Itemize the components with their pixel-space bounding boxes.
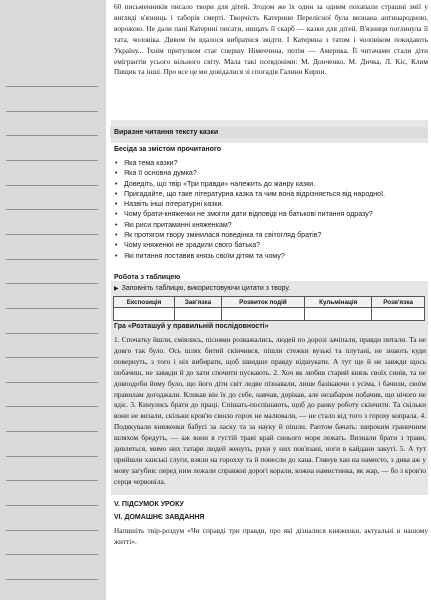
section-homework-title: VI. ДОМАШНЄ ЗАВДАННЯ [114,514,205,521]
intro-paragraph: 60 письменників писало твори для дітей. Згодом же їх один за одним похапали страшні змії у вигляді в'язниць і таборів смерті. Творчість Катерини Перелісної була визнана антинародною, ворожою. Не дали пані Катерині писати, нищать її скарб — казки для дітей. В'язниця поглинула її тата, чоловіка. Дивом їм вдалося вибратися звідти. І Катерина з татом і чоловіком покидають Україну... Їхнім притулком стає спершу Німеччина, потім — Америка. Її читачами стали діти емігрантів усього вільного світу. Мала такі псевдоніми: М. Донченко, М. Дичка, Л. Кіс, Клим Пищик та інші. Про все це ми довідалися зі спогадів Галини Кирпи. [114,2,428,77]
list-item: • Чому брати-княженки не змогли дати відповіді на батькові питання одразу? [114,209,426,219]
notes-margin [0,0,106,600]
note-line [6,86,98,87]
table-cell[interactable] [114,308,175,321]
note-line [6,209,98,210]
list-item: • Доведіть, що твір «Три правди» належить до жанру казки. [114,179,426,189]
table-header: Розв'язка [372,297,425,308]
game-text: 1. Спочатку йшли, сміялись, піснями розважались, людей по дорозі зачіпали, правди питали. Та не довго так було. Ось шлях битий скінчився, пішли стежки вузькі та плутані, не знають куди повернуть, з того і ніх вибирати, щоб швидше правду відшукати. А тут ще й не завжди щось побачиш, не завжди й до хати спочити пускають. 2. Хоч як любив старий князь своїх синів, та не довподоби йому було, що його діти світ ледве пізнавали, лише базікаючи з усіма, і бачили, своїм правилам догоджали. Кликав він їх до себе, навчав, дорікав, але незабаром побачив, що нічого не вдіє. 3. Кинулись брати до праці. Спішать-поспішають, щоб до ранку роботу скінчити. Та скільки вони не визали, скільки кров'ю своєю горох не малювали, — не стало від того з гороху копрала. 4. Подякували княженки бабусі за ласку та за науку й пішли. Раптом бачать: широким граничним шляхом бредуть, — аж вони в густій траві край синього моря лежать. Визнали брати з трави, дивляться, мимо них татари людей женуть, руки у них пов'язані, ноги в кайдани закуті. 5. А тут прийшли ханські слуги, взяли на горохху та й понесли до хана. Глянув хан на намисто, з дива аж у мову загубив: перед ним лежали справжні дорогі корали, кожна намистинка, як жар, — бо з кров'ю серця червоніла. [114,335,426,486]
note-line [6,480,98,481]
list-item: • Пригадайте, що таке літературна казка та чим вона відрізняється від народної. [114,189,426,199]
plot-table [113,296,425,321]
note-line [6,431,98,432]
table-cell[interactable] [221,308,304,321]
section-reading-title: Виразне читання тексту казки [114,129,219,136]
note-line [6,530,98,531]
note-line [6,554,98,555]
table-cell[interactable] [175,308,222,321]
note-line [6,160,98,161]
note-line [6,234,98,235]
table-cell[interactable] [372,308,425,321]
note-line [6,308,98,309]
list-item: • Які питання поставив князь своїм дітям та чому? [114,251,426,261]
list-item: • Чому княженки не зрадили свого батька? [114,240,426,250]
section-conversation-title: Бесіда за змістом прочитаного [114,146,222,153]
note-line [6,579,98,580]
note-line [6,505,98,506]
note-line [6,333,98,334]
table-header: Експозиція [114,297,175,308]
question-list [114,158,426,261]
note-line [6,185,98,186]
note-line [6,382,98,383]
section-table-title: Робота з таблицею [114,274,181,281]
list-item: • Назвіть інші літературні казки. [114,199,426,209]
table-task [114,285,290,292]
note-line [6,406,98,407]
homework-text: Напишіть твір-роздум «Чи справді три правди, про які дізналися княженки, актуальні в нашому житті». [114,526,428,546]
note-line [6,283,98,284]
note-line [6,135,98,136]
note-line [6,357,98,358]
note-line [6,259,98,260]
list-item: • Які риси притаманні княженкам? [114,220,426,230]
list-item: • Яка її основна думка? [114,168,426,178]
section-game-title: Гра «Розташуй у правильній послідовності» [114,323,269,330]
list-item: • Яка тема казки? [114,158,426,168]
arrow-right-icon: ▶ [114,286,119,292]
table-header: Розвиток подій [221,297,304,308]
list-item: • Як протягом твору змінилася поведінка та світогляд братів? [114,230,426,240]
table-cell[interactable] [305,308,372,321]
note-line [6,111,98,112]
table-header: Кульмінація [305,297,372,308]
note-line [6,456,98,457]
table-header: Зав'язка [175,297,222,308]
section-summary-title: V. ПІДСУМОК УРОКУ [114,501,184,508]
table-task-text: Заповніть таблицю, використовуючи цитати з твору. [121,285,291,292]
